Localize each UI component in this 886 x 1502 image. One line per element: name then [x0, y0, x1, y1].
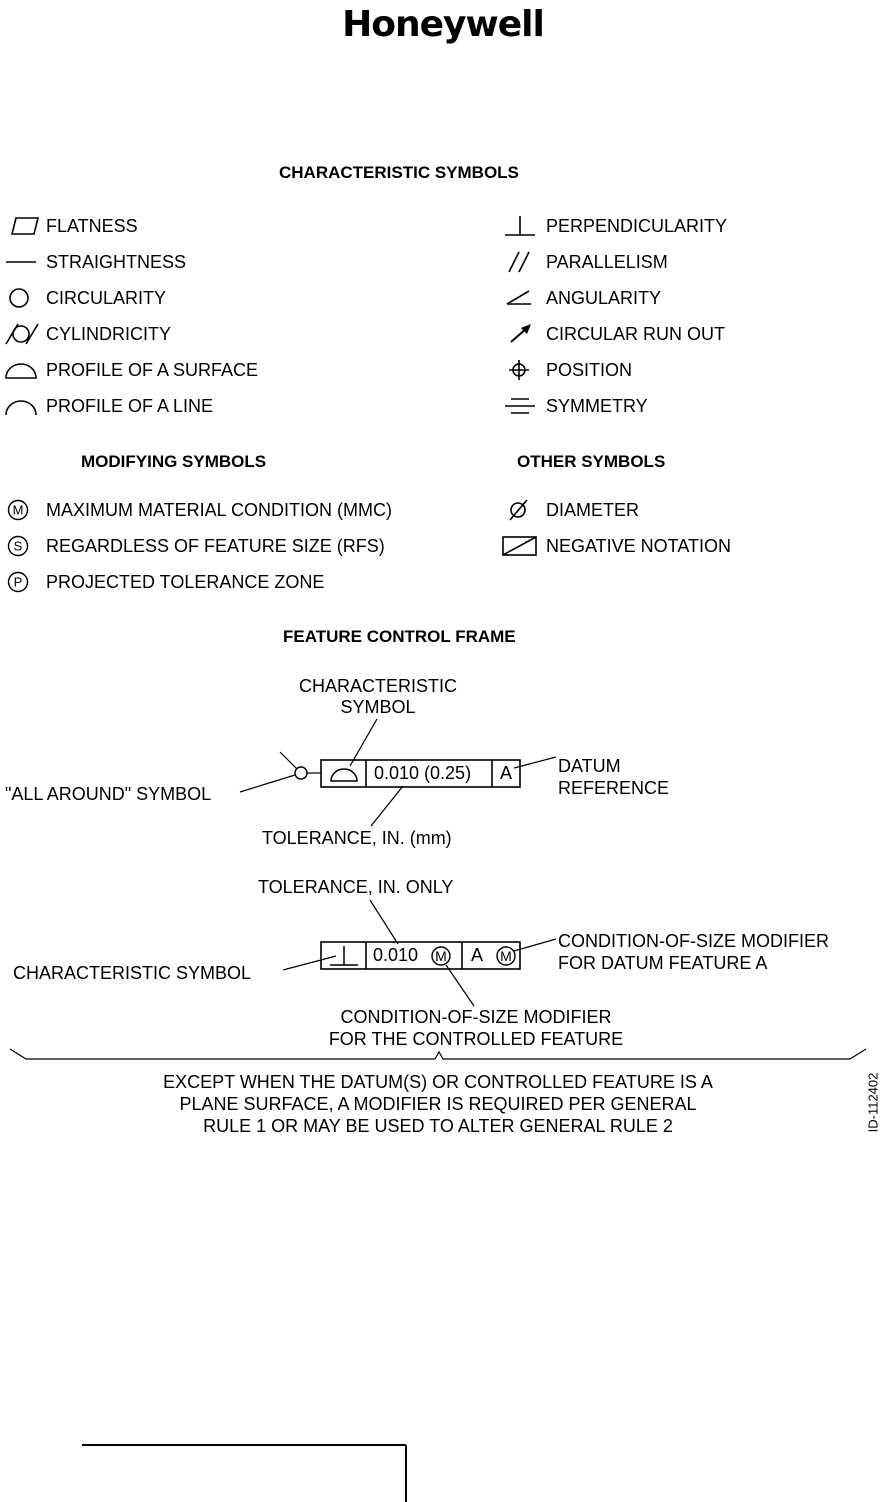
parallelism-label: PARALLELISM [546, 252, 668, 272]
circular-runout-label: CIRCULAR RUN OUT [546, 324, 726, 344]
straightness-label: STRAIGHTNESS [46, 252, 187, 272]
perpendicularity-label: PERPENDICULARITY [546, 216, 728, 236]
svg-text:S: S [13, 538, 23, 554]
fcf2-datum-modifier-label: CONDITION-OF-SIZE MODIFIER FOR DATUM FEATURE A [558, 931, 829, 973]
cylindricity-label: CYLINDRICITY [46, 324, 172, 344]
fcf2-datum-modifier: M [500, 948, 512, 964]
svg-text:P: P [13, 574, 23, 590]
fcf1-datum-reference-label: DATUM REFERENCE [558, 756, 670, 798]
fcf1-all-around-label: "ALL AROUND" SYMBOL [5, 784, 212, 804]
fcf2-char-symbol-label: CHARACTERISTIC SYMBOL [13, 963, 252, 983]
position-label: POSITION [546, 360, 633, 380]
fcf2-tolerance-label: TOLERANCE, IN. ONLY [258, 877, 454, 897]
svg-text:M: M [12, 502, 24, 518]
heading-modifying-symbols: MODIFYING SYMBOLS [81, 452, 267, 471]
general-rule-note: EXCEPT WHEN THE DATUM(S) OR CONTROLLED FEATURE IS A PLANE SURFACE, A MODIFIER IS REQUIRED PER GENERAL RULE 1 OR MAY BE USED TO ALTER GENERAL RULE 2 [163, 1072, 713, 1136]
figure-id: ID-112402 [865, 1072, 881, 1133]
mmc-label: MAXIMUM MATERIAL CONDITION (MMC) [46, 500, 392, 520]
fcf2-tolerance-modifier: M [435, 948, 447, 964]
fcf1-datum-letter: A [500, 763, 513, 783]
circularity-label: CIRCULARITY [46, 288, 167, 308]
fcf2-controlled-modifier-label: CONDITION-OF-SIZE MODIFIER FOR THE CONTROLLED FEATURE [328, 1007, 624, 1049]
projected-label: PROJECTED TOLERANCE ZONE [46, 572, 325, 592]
fcf2-tolerance-value: 0.010 [373, 945, 419, 965]
fcf1-tolerance-label: TOLERANCE, IN. (mm) [262, 828, 452, 848]
profile-surface-label: PROFILE OF A SURFACE [46, 360, 259, 380]
angularity-label: ANGULARITY [546, 288, 662, 308]
heading-other-symbols: OTHER SYMBOLS [517, 452, 666, 471]
fcf1-char-symbol-callout: CHARACTERISTIC SYMBOL [298, 676, 457, 717]
profile-line-label: PROFILE OF A LINE [46, 396, 214, 416]
fcf1-tolerance-value: 0.010 (0.25) [374, 763, 472, 783]
diameter-label: DIAMETER [546, 500, 640, 520]
heading-feature-control-frame: FEATURE CONTROL FRAME [283, 627, 516, 646]
negative-notation-label: NEGATIVE NOTATION [546, 536, 732, 556]
flatness-label: FLATNESS [46, 216, 138, 236]
honeywell-logo: Honeywell [342, 4, 544, 45]
heading-characteristic-symbols: CHARACTERISTIC SYMBOLS [279, 163, 519, 182]
fcf2-datum-letter: A [471, 945, 484, 965]
rfs-label: REGARDLESS OF FEATURE SIZE (RFS) [46, 536, 385, 556]
symmetry-label: SYMMETRY [546, 396, 648, 416]
